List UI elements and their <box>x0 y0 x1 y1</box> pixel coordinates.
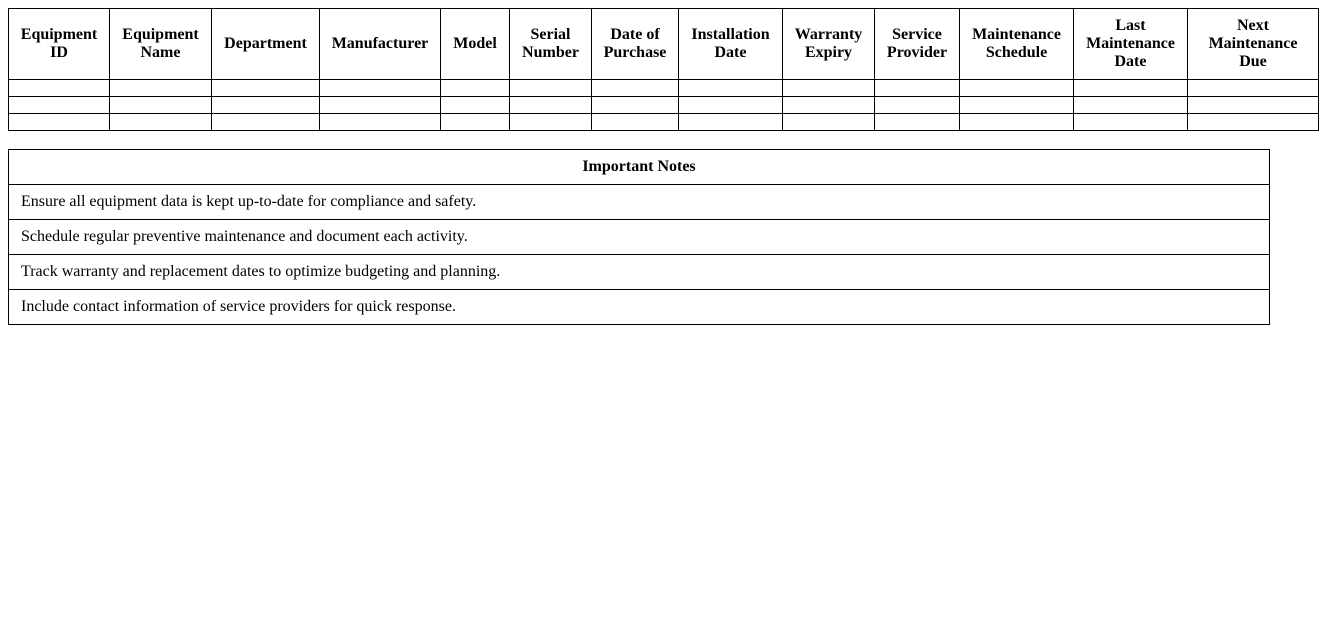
table-cell[interactable] <box>320 80 441 97</box>
table-cell[interactable] <box>679 97 783 114</box>
note-row <box>9 290 1270 325</box>
table-cell[interactable] <box>592 97 679 114</box>
table-cell[interactable] <box>875 97 960 114</box>
table-cell[interactable] <box>9 114 110 131</box>
notes-container <box>8 149 1270 325</box>
note-row <box>9 220 1270 255</box>
table-row <box>9 114 1319 131</box>
table-cell[interactable] <box>212 80 320 97</box>
table-cell[interactable] <box>1074 97 1188 114</box>
column-header-service-provider: Service Provider <box>875 9 960 80</box>
column-header-maintenance-schedule: Maintenance Schedule <box>960 9 1074 80</box>
table-cell[interactable] <box>212 114 320 131</box>
table-cell[interactable] <box>960 97 1074 114</box>
table-cell[interactable] <box>110 114 212 131</box>
table-cell[interactable] <box>110 97 212 114</box>
table-cell[interactable] <box>783 80 875 97</box>
table-cell[interactable] <box>960 114 1074 131</box>
table-cell[interactable] <box>679 114 783 131</box>
table-cell[interactable] <box>592 114 679 131</box>
table-cell[interactable] <box>441 80 510 97</box>
table-cell[interactable] <box>9 80 110 97</box>
table-cell[interactable] <box>110 80 212 97</box>
table-cell[interactable] <box>1188 97 1319 114</box>
table-cell[interactable] <box>1188 114 1319 131</box>
table-cell[interactable] <box>441 114 510 131</box>
table-cell[interactable] <box>1074 114 1188 131</box>
table-cell[interactable] <box>679 80 783 97</box>
table-cell[interactable] <box>510 97 592 114</box>
table-cell[interactable] <box>9 97 110 114</box>
note-row <box>9 185 1270 220</box>
table-cell[interactable] <box>783 114 875 131</box>
table-cell[interactable] <box>320 114 441 131</box>
column-header-equipment-id: Equipment ID <box>9 9 110 80</box>
table-cell[interactable] <box>441 97 510 114</box>
table-cell[interactable] <box>783 97 875 114</box>
notes-header-row <box>9 150 1270 185</box>
column-header-next-maintenance-due: Next Maintenance Due <box>1188 9 1319 80</box>
column-header-manufacturer: Manufacturer <box>320 9 441 80</box>
table-cell[interactable] <box>960 80 1074 97</box>
table-cell[interactable] <box>320 97 441 114</box>
table-cell[interactable] <box>592 80 679 97</box>
column-header-model: Model <box>441 9 510 80</box>
column-header-warranty-expiry: Warranty Expiry <box>783 9 875 80</box>
note-item: Include contact information of service providers for quick response. <box>9 290 1270 325</box>
table-cell[interactable] <box>212 97 320 114</box>
note-row <box>9 255 1270 290</box>
column-header-department: Department <box>212 9 320 80</box>
note-item: Track warranty and replacement dates to optimize budgeting and planning. <box>9 255 1270 290</box>
equipment-table-container <box>8 8 1298 131</box>
table-header-row <box>9 9 1319 80</box>
equipment-table <box>8 8 1319 131</box>
table-cell[interactable] <box>875 114 960 131</box>
table-row <box>9 97 1319 114</box>
column-header-equipment-name: Equipment Name <box>110 9 212 80</box>
notes-title: Important Notes <box>9 150 1270 185</box>
table-cell[interactable] <box>510 114 592 131</box>
table-row <box>9 80 1319 97</box>
column-header-installation-date: Installation Date <box>679 9 783 80</box>
column-header-date-of-purchase: Date of Purchase <box>592 9 679 80</box>
table-cell[interactable] <box>510 80 592 97</box>
note-item: Schedule regular preventive maintenance and document each activity. <box>9 220 1270 255</box>
column-header-serial-number: Serial Number <box>510 9 592 80</box>
column-header-last-maintenance-date: Last Maintenance Date <box>1074 9 1188 80</box>
note-item: Ensure all equipment data is kept up-to-date for compliance and safety. <box>9 185 1270 220</box>
table-cell[interactable] <box>1188 80 1319 97</box>
notes-table <box>8 149 1270 325</box>
equipment-table-body <box>9 80 1319 131</box>
table-cell[interactable] <box>1074 80 1188 97</box>
table-cell[interactable] <box>875 80 960 97</box>
